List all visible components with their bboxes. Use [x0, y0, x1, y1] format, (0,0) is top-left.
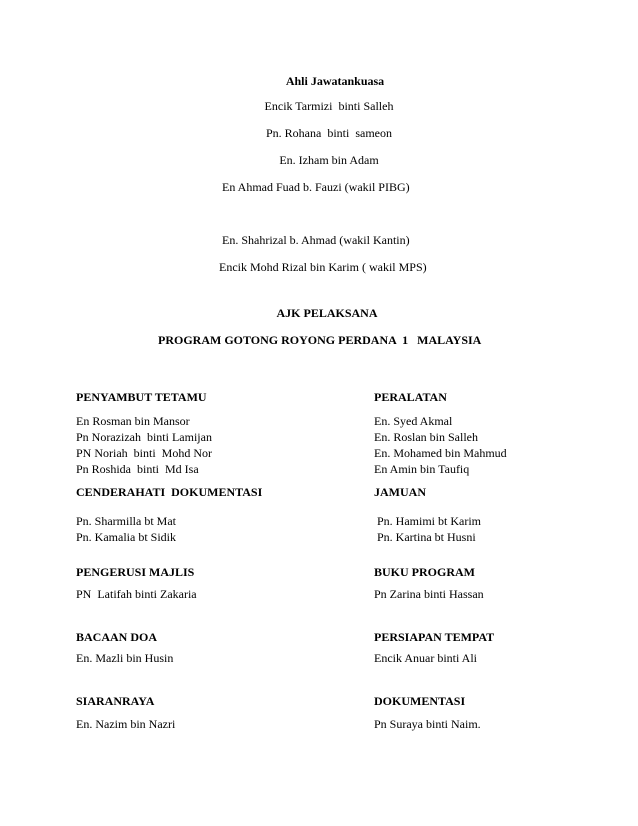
member-name: PN Noriah binti Mohd Nor	[76, 446, 212, 460]
member-name: En Rosman bin Mansor	[76, 414, 190, 428]
section-names	[374, 650, 477, 666]
member-name: En. Mohamed bin Mahmud	[374, 446, 507, 460]
member-name: PN Latifah binti Zakaria	[76, 587, 197, 601]
section-names	[374, 716, 481, 732]
section-names	[374, 586, 484, 602]
member-name: En Amin bin Taufiq	[374, 462, 470, 476]
member-name: Pn. Kamalia bt Sidik	[76, 530, 176, 544]
committee-member: Pn. Rohana binti sameon	[266, 126, 392, 140]
member-name: Pn. Hamimi bt Karim	[377, 514, 481, 528]
section-names	[377, 513, 481, 545]
section-names	[76, 586, 197, 602]
section-names	[76, 513, 176, 545]
member-name: Pn. Kartina bt Husni	[377, 530, 476, 544]
section-names	[76, 650, 173, 666]
section-title: JAMUAN	[374, 485, 426, 499]
document-subtitle: PROGRAM GOTONG ROYONG PERDANA 1 MALAYSIA	[158, 333, 482, 347]
committee-heading: Ahli Jawatankuasa	[285, 74, 385, 88]
section-title: DOKUMENTASI	[374, 694, 466, 708]
section-names	[76, 413, 212, 477]
member-name: Pn Zarina binti Hassan	[374, 587, 484, 601]
section-title: CENDERAHATI DOKUMENTASI	[76, 485, 263, 499]
section-title: PERALATAN	[374, 390, 447, 404]
committee-member: En Ahmad Fuad b. Fauzi (wakil PIBG)	[222, 180, 410, 194]
section-title: PENYAMBUT TETAMU	[76, 390, 207, 404]
section-names	[374, 413, 507, 477]
committee-member: En. Shahrizal b. Ahmad (wakil Kantin)	[222, 233, 410, 247]
member-name: Pn Suraya binti Naim.	[374, 717, 481, 731]
section-title: BACAAN DOA	[76, 630, 157, 644]
section-title: SIARANRAYA	[76, 694, 155, 708]
member-name: Pn Roshida binti Md Isa	[76, 462, 199, 476]
member-name: En. Nazim bin Nazri	[76, 717, 176, 731]
document-title: AJK PELAKSANA	[276, 306, 378, 320]
member-name: Encik Anuar binti Ali	[374, 651, 477, 665]
section-title: BUKU PROGRAM	[374, 565, 475, 579]
section-names	[76, 716, 175, 732]
member-name: Pn Norazizah binti Lamijan	[76, 430, 212, 444]
section-title: PENGERUSI MAJLIS	[76, 565, 195, 579]
committee-member: En. Izham bin Adam	[279, 153, 379, 167]
member-name: En. Roslan bin Salleh	[374, 430, 478, 444]
committee-member: Encik Tarmizi binti Salleh	[264, 99, 394, 113]
member-name: En. Mazli bin Husin	[76, 651, 174, 665]
member-name: En. Syed Akmal	[374, 414, 453, 428]
member-name: Pn. Sharmilla bt Mat	[76, 514, 176, 528]
section-title: PERSIAPAN TEMPAT	[374, 630, 495, 644]
committee-member: Encik Mohd Rizal bin Karim ( wakil MPS)	[219, 260, 427, 274]
